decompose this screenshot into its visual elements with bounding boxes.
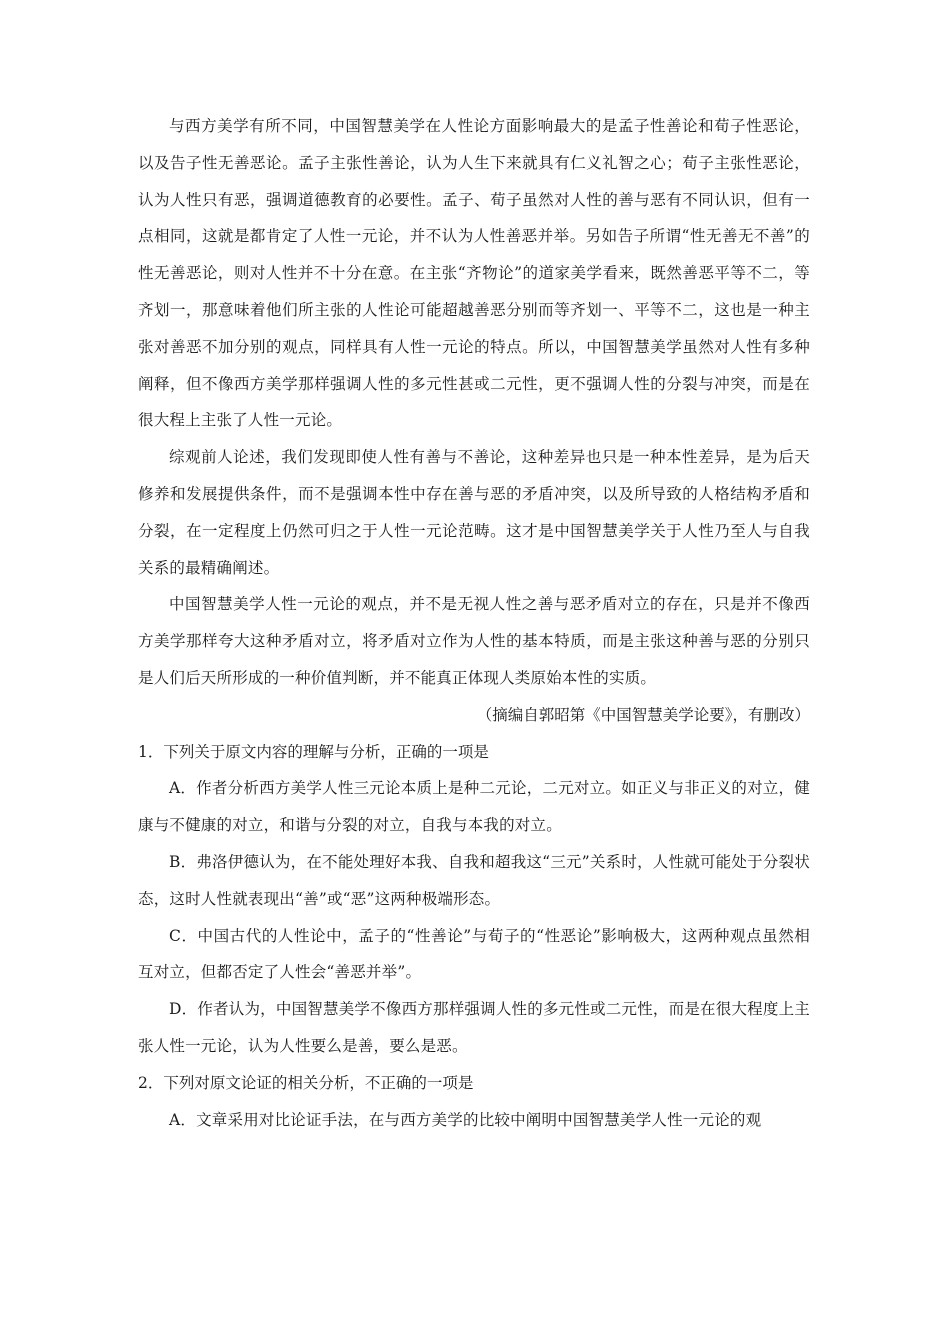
passage-paragraph-3: 中国智慧美学人性一元论的观点，并不是无视人性之善与恶矛盾对立的存在，只是并不像西方美学那样夸大这种矛盾对立，将矛盾对立作为人性的基本特质，而是主张这种善与恶的分别只是人们后天所形成的一种价值判断，并不能真正体现人类原始本性的实质。 xyxy=(138,595,810,687)
question-2-option-a: A．文章采用对比论证手法，在与西方美学的比较中阐明中国智慧美学人性一元论的观 xyxy=(169,1110,762,1129)
question-1-option-b: B．弗洛伊德认为，在不能处理好本我、自我和超我这“三元”关系时，人性就可能处于分裂状态，这时人性就表现出“善”或“恶”这两种极端形态。 xyxy=(138,852,810,908)
question-1-option-c: C．中国古代的人性论中，孟子的“性善论”与荀子的“性恶论”影响极大，这两种观点虽然相互对立，但都否定了人性会“善恶并举”。 xyxy=(138,926,810,982)
question-2 xyxy=(138,1065,810,1139)
passage-paragraph-1: 与西方美学有所不同，中国智慧美学在人性论方面影响最大的是孟子性善论和荀子性恶论，以及告子性无善恶论。孟子主张性善论，认为人生下来就具有仁义礼智之心；荀子主张性恶论，认为人性只有恶，强调道德教育的必要性。孟子、荀子虽然对人性的善与恶有不同认识，但有一点相同，这就是都肯定了人性一元论，并不认为人性善恶并举。另如告子所谓“性无善无不善”的性无善恶论，则对人性并不十分在意。在主张“齐物论”的道家美学看来，既然善恶平等不二，等齐划一，那意味着他们所主张的人性论可能超越善恶分别而等齐划一、平等不二，这也是一种主张对善恶不加分别的观点，同样具有人性一元论的特点。所以，中国智慧美学虽然对人性有多种阐释，但不像西方美学那样强调人性的多元性甚或二元性，更不强调人性的分裂与冲突，而是在很大程上主张了人性一元论。 xyxy=(138,117,810,430)
passage-paragraph-2: 综观前人论述，我们发现即使人性有善与不善论，这种差异也只是一种本性差异，是为后天修养和发展提供条件，而不是强调本性中存在善与恶的矛盾冲突，以及所导致的人格结构矛盾和分裂，在一定程度上仍然可归之于人性一元论范畴。这才是中国智慧美学关于人性乃至人与自我关系的最精确阐述。 xyxy=(138,448,810,577)
question-1-option-d: D．作者认为，中国智慧美学不像西方那样强调人性的多元性或二元性，而是在很大程度上主张人性一元论，认为人性要么是善，要么是恶。 xyxy=(138,1000,810,1055)
question-1-stem: 1．下列关于原文内容的理解与分析，正确的一项是 xyxy=(138,742,489,761)
question-1-option-a: A．作者分析西方美学人性三元论本质上是种二元论，二元对立。如正义与非正义的对立，健康与不健康的对立，和谐与分裂的对立，自我与本我的对立。 xyxy=(138,779,810,835)
question-1 xyxy=(138,734,810,1065)
question-2-stem: 2．下列对原文论证的相关分析，不正确的一项是 xyxy=(138,1073,474,1092)
passage-source: （摘编自郭昭第《中国智慧美学论要》，有删改） xyxy=(476,705,810,724)
document-page xyxy=(138,108,810,1138)
